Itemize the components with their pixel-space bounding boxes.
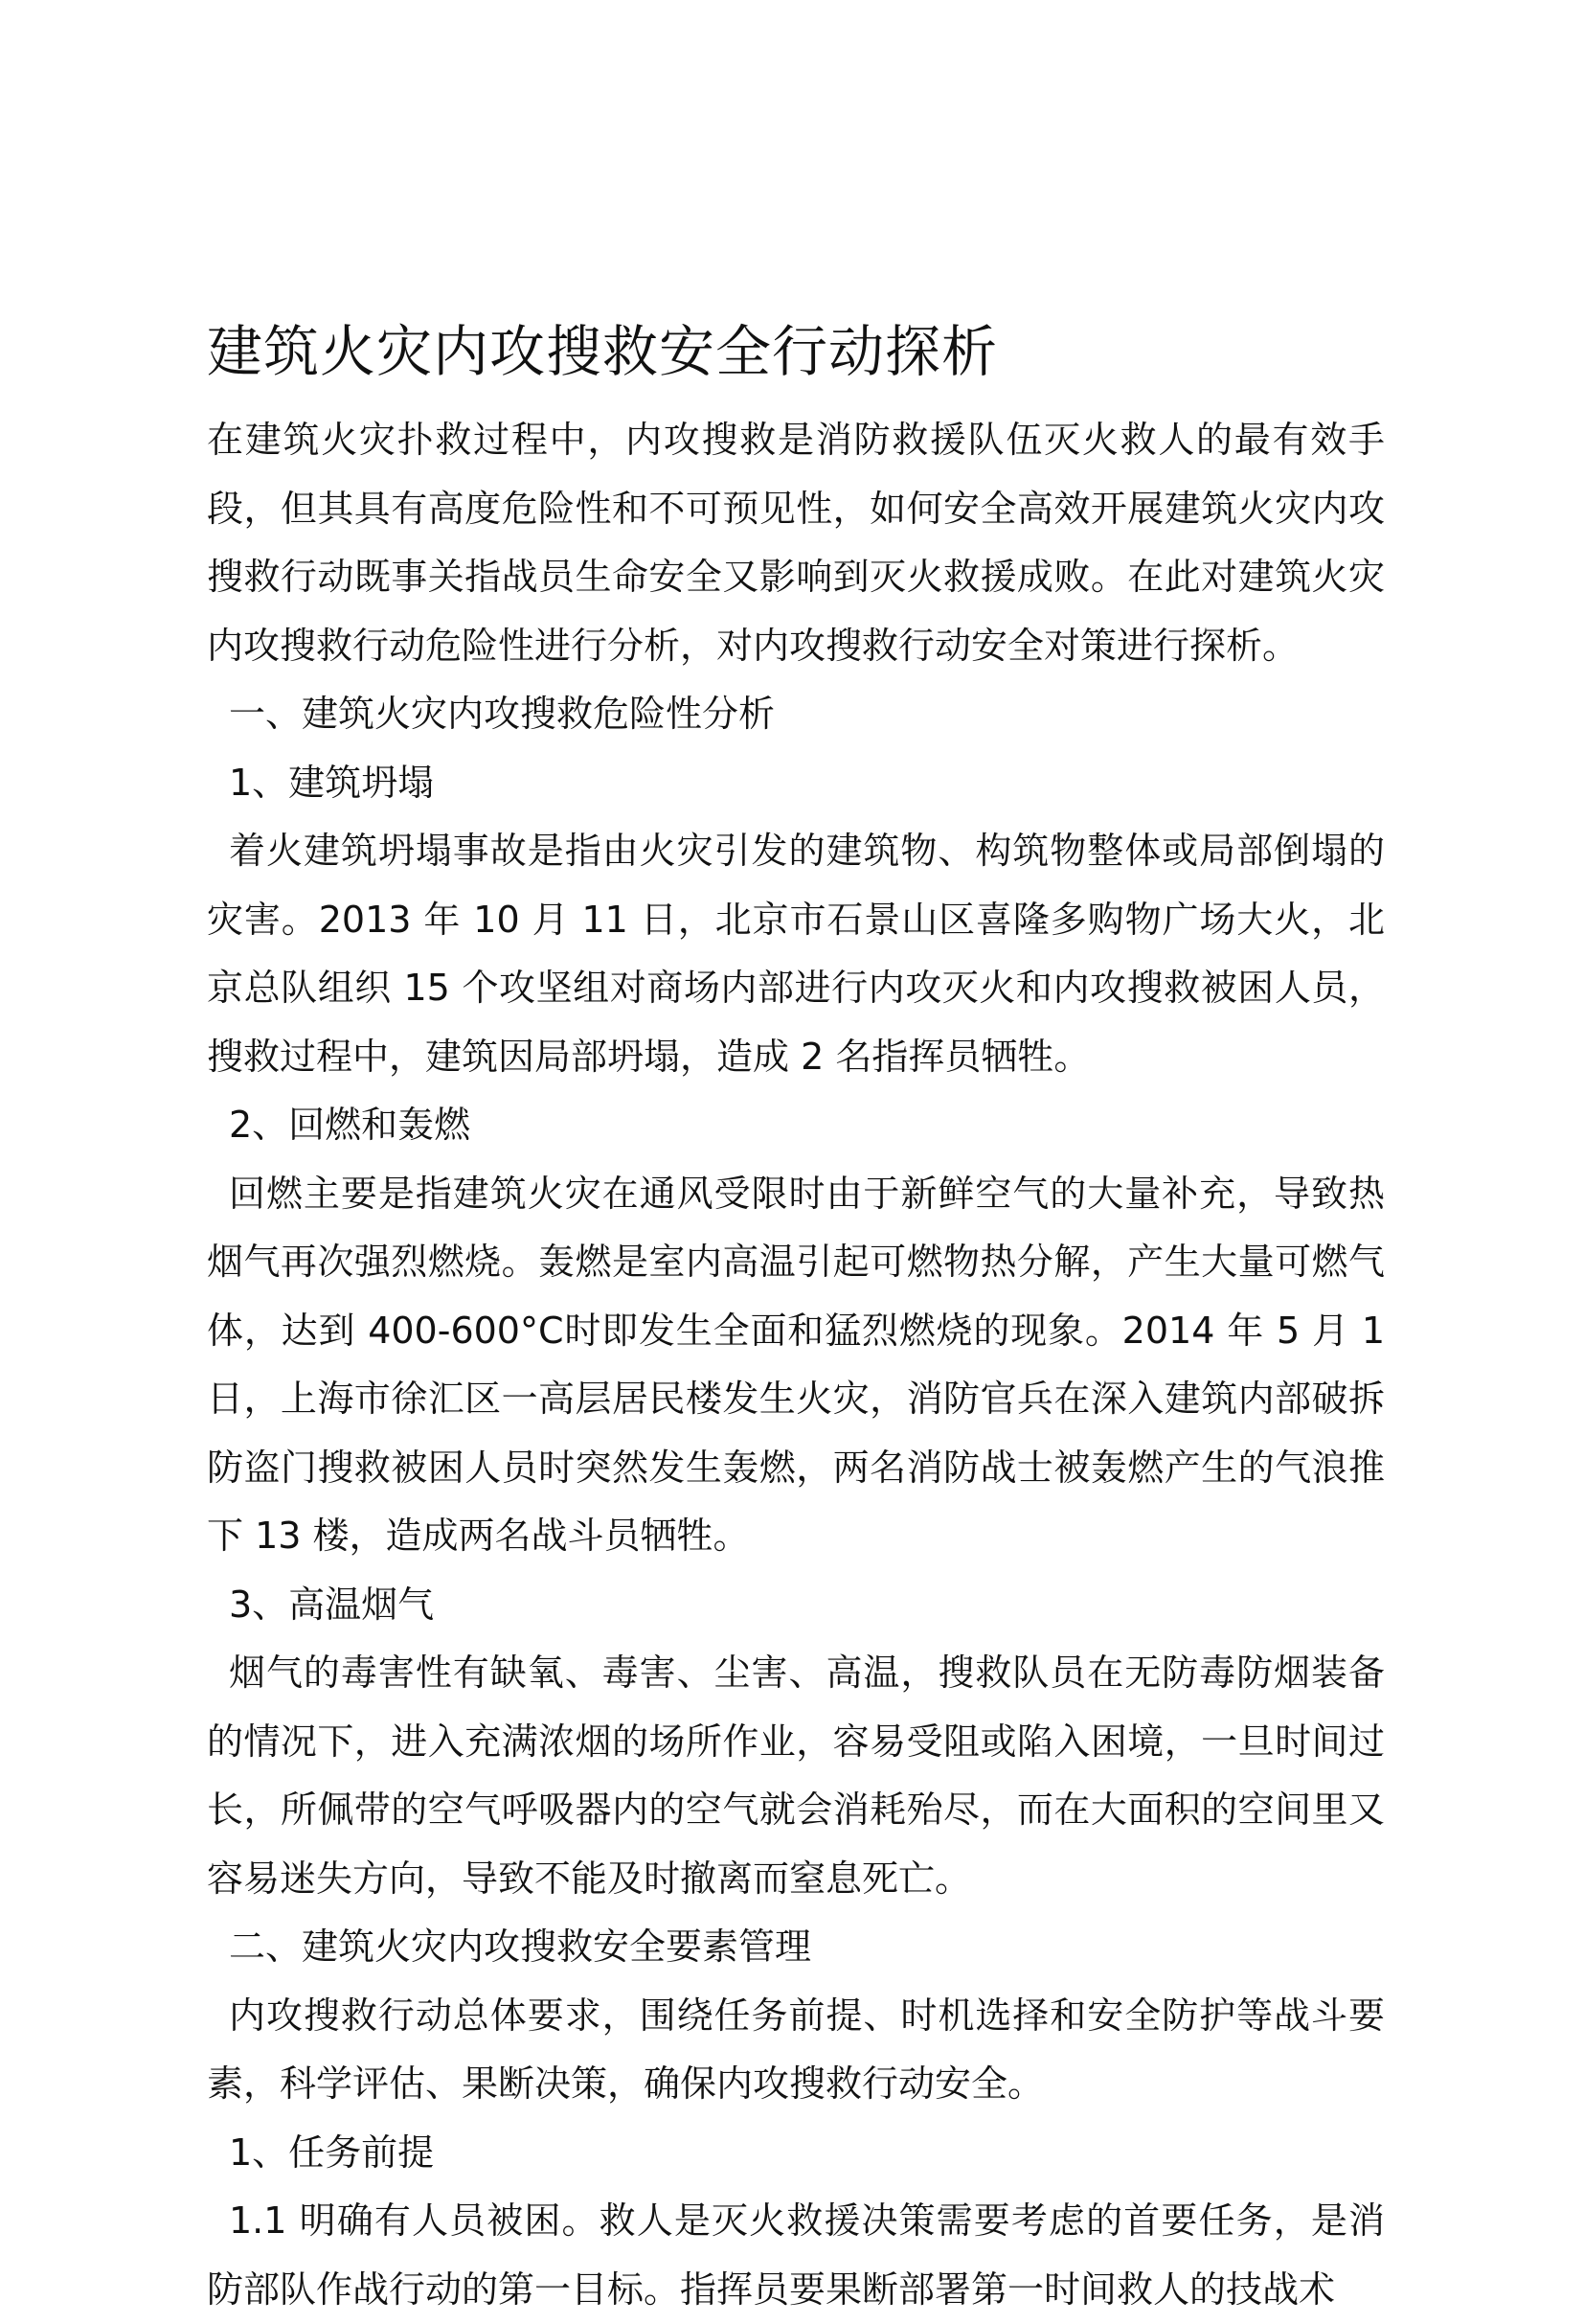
section-heading: 一、建筑火灾内攻搜救危险性分析 (229, 693, 776, 735)
body-paragraph: 回燃主要是指建筑火灾在通风受限时由于新鲜空气的大量补充，导致热烟气再次强烈燃烧。轰燃是室内高温引起可燃物热分解，产生大量可燃气体，达到 400-600°C时即发生全面和猛烈燃烧的现象。2014 年 5 月 1 日，上海市徐汇区一高层居民楼发生火灾，消防官兵在深入建筑内部破拆防盗门搜救被困人员时突然发生轰燃，两名消防战士被轰燃产生的气浪推下 13 楼，造成两名战斗员牺牲。 (207, 1172, 1385, 1557)
body-paragraph: 烟气的毒害性有缺氧、毒害、尘害、高温，搜救队员在无防毒防烟装备的情况下，进入充满浓烟的场所作业，容易受阻或陷入困境，一旦时间过长，所佩带的空气呼吸器内的空气就会消耗殆尽，而在大面积的空间里又容易迷失方向，导致不能及时撤离而窒息死亡。 (207, 1652, 1385, 1900)
body-paragraph: 1.1 明确有人员被困。救人是灭火救援决策需要考虑的首要任务，是消防部队作战行动的第一目标。指挥员要果断部署第一时间救人的技战术 (207, 2199, 1385, 2311)
body-paragraph: 着火建筑坍塌事故是指由火灾引发的建筑物、构筑物整体或局部倒塌的灾害。2013 年 10 月 11 日，北京市石景山区喜隆多购物广场大火，北京总队组织 15 个攻坚组对商场内部进行内攻灭火和内攻搜救被困人员，搜救过程中，建筑因局部坍塌，造成 2 名指挥员牺牲。 (207, 830, 1385, 1078)
subsection-heading: 3、高温烟气 (229, 1583, 435, 1626)
subsection-heading: 1、建筑坍塌 (229, 761, 435, 804)
subsection-heading: 2、回燃和轰燃 (229, 1104, 471, 1146)
section-heading: 二、建筑火灾内攻搜救安全要素管理 (229, 1925, 812, 1968)
document-body (207, 308, 1385, 2324)
subsection-heading: 1、任务前提 (229, 2130, 435, 2174)
body-paragraph: 内攻搜救行动总体要求，围绕任务前提、时机选择和安全防护等战斗要素，科学评估、果断决策，确保内攻搜救行动安全。 (207, 1994, 1385, 2105)
paragraph-list (207, 406, 1385, 2324)
body-paragraph: 在建筑火灾扑救过程中，内攻搜救是消防救援队伍灭火救人的最有效手段，但其具有高度危险性和不可预见性，如何安全高效开展建筑火灾内攻搜救行动既事关指战员生命安全又影响到灭火救援成败。在此对建筑火灾内攻搜救行动危险性进行分析，对内攻搜救行动安全对策进行探析。 (207, 419, 1385, 667)
document-title: 建筑火灾内攻搜救安全行动探析 (207, 319, 999, 384)
